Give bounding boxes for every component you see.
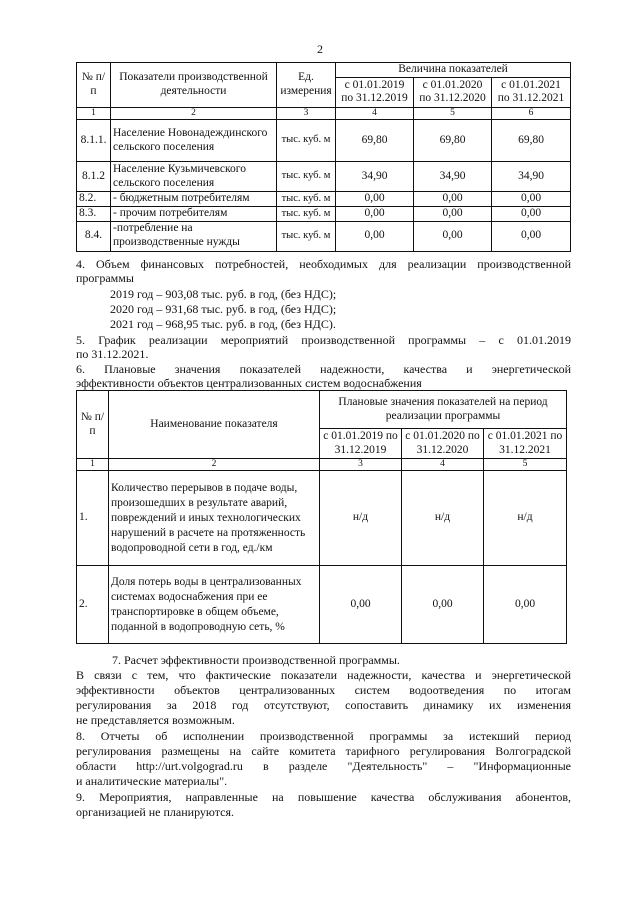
row-indicator: Население Новонадеждинского сельского поселения [111,120,277,162]
header-period-2019: с 01.01.2019 по 31.12.2019 [336,77,414,107]
header-indicator-name: Наименование показателя [109,391,320,459]
row-value-2020: 0,00 [414,221,492,251]
finance-2021: 2021 год – 968,95 тыс. руб. в год, (без НДС). [110,317,336,331]
row-value-2020: 0,00 [414,192,492,207]
row-indicator: - бюджетным потребителям [111,192,277,207]
section-4-line-1: 4. Объем финансовых потребностей, необходимых для реализации производственной [76,257,571,271]
finance-2019: 2019 год – 903,08 тыс. руб. в год, (без НДС); [110,287,337,301]
row-value-2021: 34,90 [492,162,571,192]
section-7-body-1: В связи с тем, что фактические показатели надежности, качества и энергетической [76,668,571,682]
header-unit: Ед. измерения [277,63,336,108]
row-unit: тыс. куб. м [277,221,336,251]
section-9-line-1: 9. Мероприятия, направленные на повышение качества обслуживания абонентов, [76,790,571,804]
row-value-2021: 69,80 [492,120,571,162]
section-5-line-2: по 31.12.2021. [76,347,149,361]
header-values-group: Величина показателей [336,63,571,78]
table-row [77,566,567,644]
section-6-line-1: 6. Плановые значения показателей надежности, качества и энергетической [76,362,571,376]
row-indicator: Население Кузьмичевского сельского поселения [111,162,277,192]
header-plan-group: Плановые значения показателей на период реализации программы [320,391,567,429]
row-value-2021: 0,00 [484,566,567,644]
header-period-2020: с 01.01.2020 по 31.12.2020 [402,429,484,459]
row-value-2021: 0,00 [492,221,571,251]
table-row [77,221,571,251]
section-4-line-2: программы [76,271,134,285]
header-indicator: Показатели производственной деятельности [111,63,277,108]
row-value-2020: 69,80 [414,120,492,162]
row-num: 8.1.1. [77,120,111,162]
column-number: 5 [484,459,567,471]
table-row [77,206,571,221]
row-value-2021: н/д [484,471,567,566]
section-8-line-3: области http://urt.volgograd.ru в разделе "Деятельность" – "Информационные [76,759,571,773]
section-6-line-2: эффективности объектов централизованных систем водоснабжения [76,376,422,390]
page-number: 2 [317,42,323,56]
section-9-line-2: организацией не планируются. [76,805,234,819]
section-5-line-1: 5. График реализации мероприятий производственной программы – с 01.01.2019 [76,333,571,347]
row-num: 8.4. [77,221,111,251]
table-row [77,120,571,162]
section-8-line-4: и аналитические материалы". [76,774,228,788]
header-period-2020: с 01.01.2020 по 31.12.2020 [414,77,492,107]
row-value-2019: 0,00 [320,566,402,644]
row-indicator: -потребление на производственные нужды [111,221,277,251]
row-indicator: - прочим потребителям [111,206,277,221]
table-row [77,162,571,192]
section-7-body-2: эффективности объектов централизованных систем водоотведения по итогам [76,683,571,697]
column-number: 2 [111,107,277,119]
row-indicator-name: Количество перерывов в подаче воды, произошедших в результате аварий, повреждений и иных технологических нарушений в расчете на протяженность водопроводной сети в год, ед./км [109,471,320,566]
header-period-2021: с 01.01.2021 по 31.12.2021 [484,429,567,459]
row-value-2019: 69,80 [336,120,414,162]
finance-2020: 2020 год – 931,68 тыс. руб. в год, (без НДС); [110,302,337,316]
section-8-line-1: 8. Отчеты об исполнении производственной программы за истекший период [76,729,571,743]
column-number: 2 [109,459,320,471]
row-value-2019: 0,00 [336,192,414,207]
table-row [77,192,571,207]
column-number: 3 [320,459,402,471]
row-value-2020: 34,90 [414,162,492,192]
row-value-2019: 34,90 [336,162,414,192]
row-num: 2. [77,566,109,644]
production-indicators-table [76,62,571,252]
column-numbers-row [77,459,567,471]
row-value-2019: н/д [320,471,402,566]
column-number: 1 [77,107,111,119]
row-unit: тыс. куб. м [277,162,336,192]
column-number: 1 [77,459,109,471]
row-value-2020: 0,00 [402,566,484,644]
section-7-body-4: не представляется возможным. [76,713,235,727]
row-value-2020: н/д [402,471,484,566]
row-value-2020: 0,00 [414,206,492,221]
row-unit: тыс. куб. м [277,206,336,221]
reliability-indicators-table [76,390,567,644]
column-numbers-row [77,107,571,119]
column-number: 6 [492,107,571,119]
section-8-line-2: регулирования размещены на сайте комитета тарифного регулирования Волгоградской [76,744,571,758]
row-value-2021: 0,00 [492,192,571,207]
column-number: 4 [402,459,484,471]
column-number: 3 [277,107,336,119]
row-num: 1. [77,471,109,566]
section-7-title: 7. Расчет эффективности производственной программы. [112,653,400,667]
row-value-2021: 0,00 [492,206,571,221]
row-indicator-name: Доля потерь воды в централизованных системах водоснабжения при ее транспортировке в общем объеме, поданной в водопроводную сеть, % [109,566,320,644]
header-num: № п/п [77,391,109,459]
header-period-2021: с 01.01.2021 по 31.12.2021 [492,77,571,107]
header-period-2019: с 01.01.2019 по 31.12.2019 [320,429,402,459]
row-value-2019: 0,00 [336,221,414,251]
row-num: 8.1.2 [77,162,111,192]
row-num: 8.2. [77,192,111,207]
row-unit: тыс. куб. м [277,120,336,162]
row-num: 8.3. [77,206,111,221]
table-row [77,471,567,566]
column-number: 4 [336,107,414,119]
row-value-2019: 0,00 [336,206,414,221]
column-number: 5 [414,107,492,119]
section-7-body-3: регулирования за 2018 год отсутствуют, сопоставить динамику их изменения [76,698,571,712]
header-num: № п/п [77,63,111,108]
row-unit: тыс. куб. м [277,192,336,207]
